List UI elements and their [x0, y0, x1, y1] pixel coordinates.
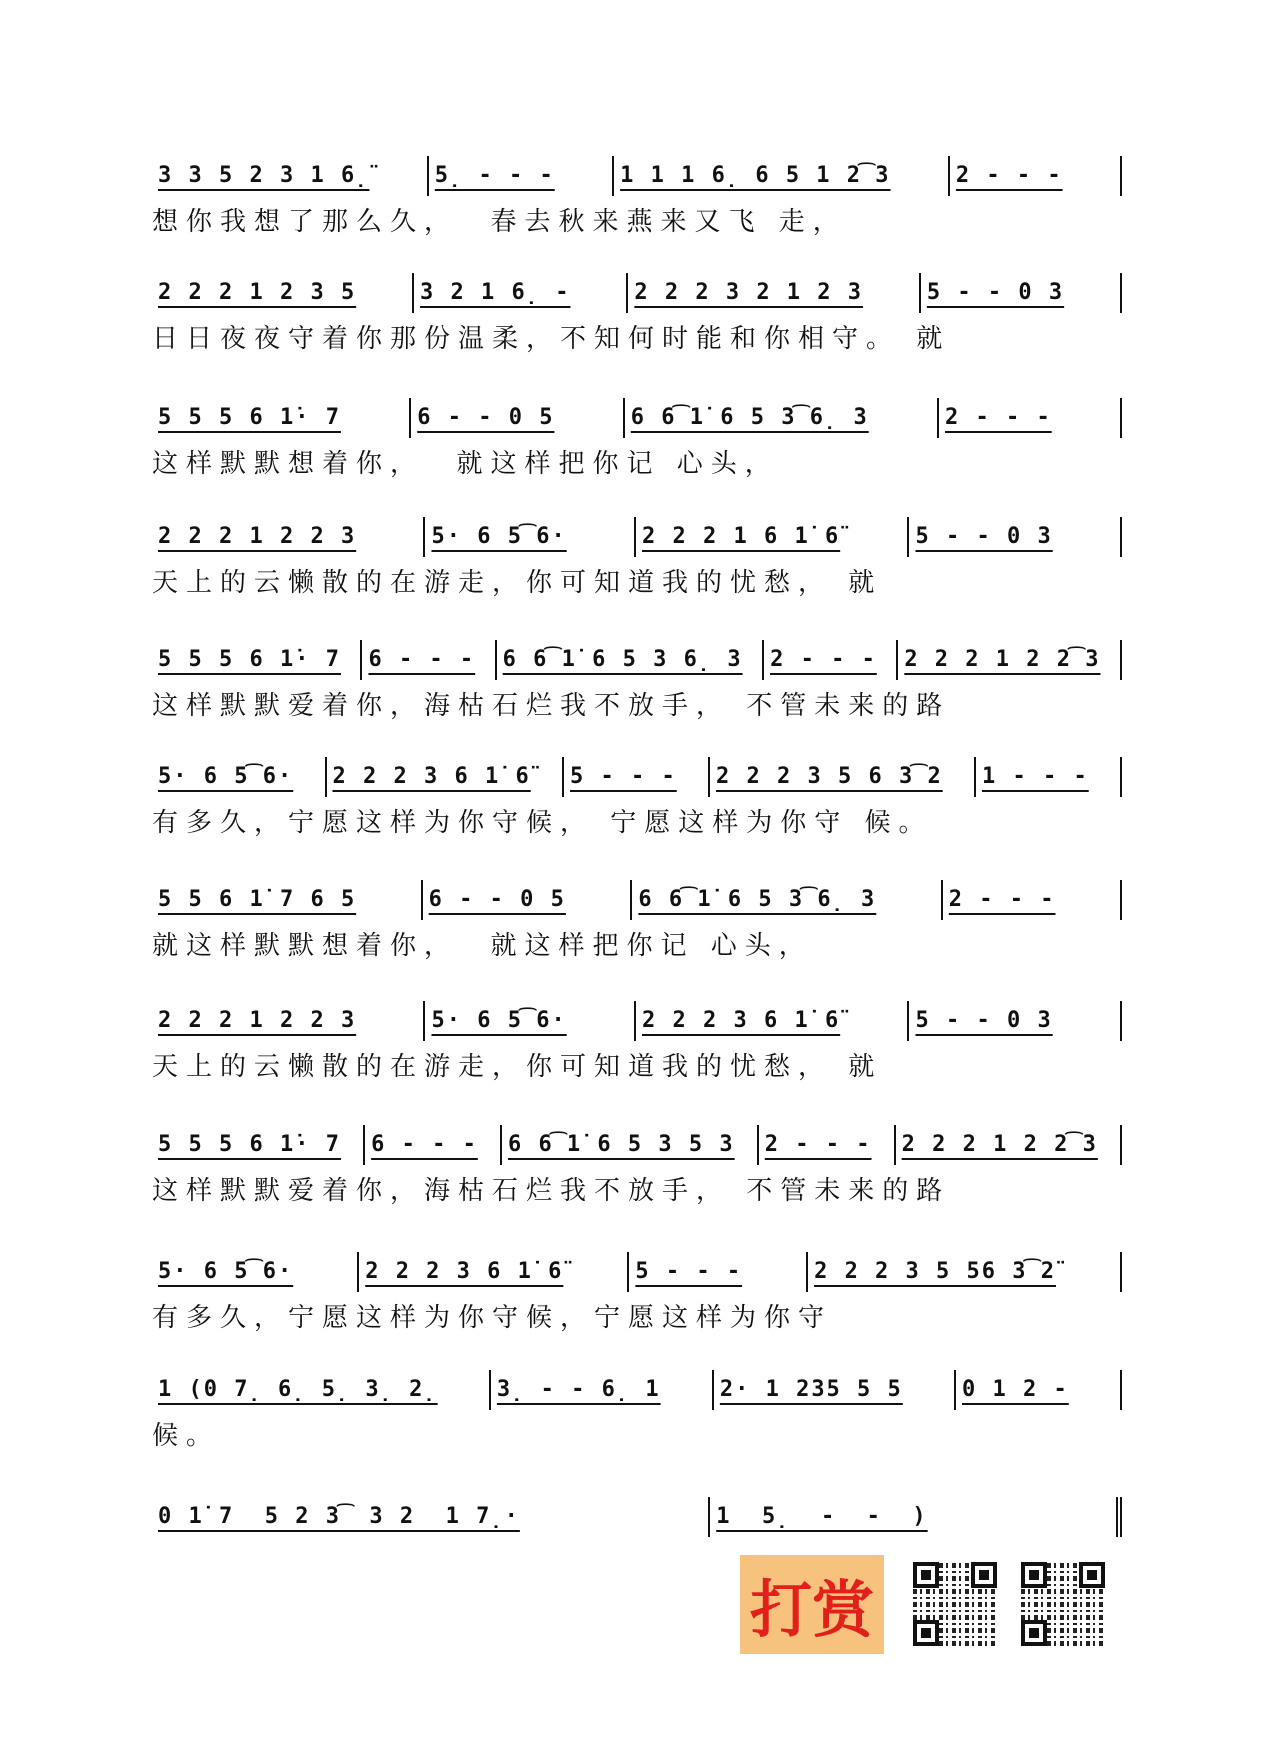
measure: 0 1̇ 7 5 2 3͡ 3 2 1 7̣·	[152, 1497, 710, 1537]
notes-row	[152, 1252, 1122, 1292]
lyrics-line: 就这样默默想着你， 就这样把你记 心头，	[152, 931, 813, 961]
measure: 1 (0 7̣ 6̣ 5̣ 3̣ 2̣	[152, 1370, 491, 1410]
measure: 6 6͡1̇ 6 5 3͡6̣ 3	[632, 880, 942, 920]
music-system	[152, 1497, 1122, 1537]
measure: 2 2 2 1 2 2͡3	[898, 640, 1122, 680]
measure: 1 1 1 6̣ 6 5 1 2͡3	[614, 156, 950, 196]
measure: 2 2 2 3 6 1̇ 6̈	[359, 1252, 629, 1292]
measure: 2 - - -	[939, 398, 1122, 438]
music-system	[152, 398, 1122, 484]
measure: 6 6͡1̇ 6 5 3 6̣ 3	[497, 640, 764, 680]
measure: 6 - - -	[365, 1125, 502, 1165]
measure: 5 - - -	[629, 1252, 808, 1292]
notes-row	[152, 398, 1122, 438]
measure: 5 5 5 6 1̇· 7	[152, 398, 411, 438]
measure: 5 - - -	[564, 757, 710, 797]
music-system	[152, 757, 1122, 843]
measure: 5 5 5 6 1̇· 7	[152, 1125, 365, 1165]
measure: 5· 6 5͡6·	[152, 757, 327, 797]
music-system	[152, 1125, 1122, 1211]
measure: 5· 6 5͡6·	[425, 1001, 636, 1041]
qr-code-icon	[913, 1562, 997, 1646]
measure: 5 5 6 1̇ 7 6 5	[152, 880, 423, 920]
notes-row	[152, 156, 1122, 196]
measure: 5 5 5 6 1̇· 7	[152, 640, 362, 680]
measure: 2 2 2 1 2 3 5	[152, 273, 414, 313]
music-system	[152, 517, 1122, 603]
lyrics-line: 有多久，宁愿这样为你守候，宁愿这样为你守	[152, 1303, 833, 1333]
notes-row	[152, 1125, 1122, 1165]
measure: 2 2 2 3 5 56 3͡2̈	[808, 1252, 1122, 1292]
measure: 3̣ - - 6̣ 1	[491, 1370, 714, 1410]
measure: 3 2 1 6̣ -	[414, 273, 628, 313]
music-system	[152, 1001, 1122, 1087]
measure: 2 - - -	[759, 1125, 896, 1165]
measure: 5· 6 5͡6·	[152, 1252, 359, 1292]
measure: 5 - - 0 3	[909, 1001, 1122, 1041]
measure: 5̣ - - -	[429, 156, 614, 196]
measure: 2 2 2 1 2 2 3	[152, 1001, 425, 1041]
music-system	[152, 1370, 1122, 1456]
measure: 2· 1 235 5 5	[714, 1370, 956, 1410]
measure: 2 2 2 1 2 2͡3	[896, 1125, 1122, 1165]
measure: 3 3 5 2 3 1 6̣̈	[152, 156, 429, 196]
notes-row	[152, 757, 1122, 797]
notes-row	[152, 273, 1122, 313]
measure: 2 2 2 3 2 1 2 3	[628, 273, 921, 313]
measure: 6 - - -	[362, 640, 496, 680]
lyrics-line: 这样默默想着你， 就这样把你记 心头，	[152, 449, 779, 479]
reward-button[interactable]	[740, 1555, 884, 1654]
measure: 2 2 2 3 5 6 3͡2	[710, 757, 976, 797]
lyrics-line: 候。	[152, 1421, 221, 1451]
music-system	[152, 156, 1122, 242]
lyrics-line: 有多久，宁愿这样为你守候， 宁愿这样为你守 候。	[152, 808, 933, 838]
notes-row	[152, 640, 1122, 680]
notes-row	[152, 1497, 1122, 1537]
notes-row	[152, 880, 1122, 920]
measure: 2 2 2 1 6 1̇ 6̈	[636, 517, 909, 557]
measure: 6 - - 0 5	[423, 880, 633, 920]
notes-row	[152, 1370, 1122, 1410]
music-system	[152, 640, 1122, 726]
measure: 0 1 2 -	[956, 1370, 1122, 1410]
measure: 2 2 2 1 2 2 3	[152, 517, 425, 557]
measure: 2 2 2 3 6 1̇ 6̈	[327, 757, 564, 797]
lyrics-line: 天上的云懒散的在游走，你可知道我的忧愁， 就	[152, 1052, 883, 1082]
music-system	[152, 880, 1122, 966]
measure: 2 - - -	[950, 156, 1122, 196]
measure: 5 - - 0 3	[909, 517, 1122, 557]
lyrics-line: 日日夜夜守着你那份温柔，不知何时能和你相守。 就	[152, 324, 951, 354]
measure: 2 - - -	[764, 640, 898, 680]
measure: 1 5̣ - - )	[710, 1497, 1122, 1537]
notes-row	[152, 517, 1122, 557]
measure: 6 6͡1̇ 6 5 3 5 3	[502, 1125, 759, 1165]
notes-row	[152, 1001, 1122, 1041]
measure: 5· 6 5͡6·	[425, 517, 636, 557]
measure: 6 - - 0 5	[411, 398, 625, 438]
measure: 2 - - -	[943, 880, 1122, 920]
lyrics-line: 想你我想了那么久， 春去秋来燕来又飞 走，	[152, 207, 847, 237]
music-system	[152, 273, 1122, 359]
lyrics-line: 天上的云懒散的在游走，你可知道我的忧愁， 就	[152, 568, 883, 598]
lyrics-line: 这样默默爱着你，海枯石烂我不放手， 不管未来的路	[152, 1176, 951, 1206]
qr-code-icon	[1021, 1562, 1105, 1646]
reward-label: 打赏	[749, 1573, 874, 1646]
lyrics-line: 这样默默爱着你，海枯石烂我不放手， 不管未来的路	[152, 691, 951, 721]
measure: 2 2 2 3 6 1̇ 6̈	[636, 1001, 909, 1041]
measure: 1 - - -	[976, 757, 1122, 797]
music-system	[152, 1252, 1122, 1338]
measure: 5 - - 0 3	[921, 273, 1122, 313]
measure: 6 6͡1̇ 6 5 3͡6̣ 3	[625, 398, 939, 438]
